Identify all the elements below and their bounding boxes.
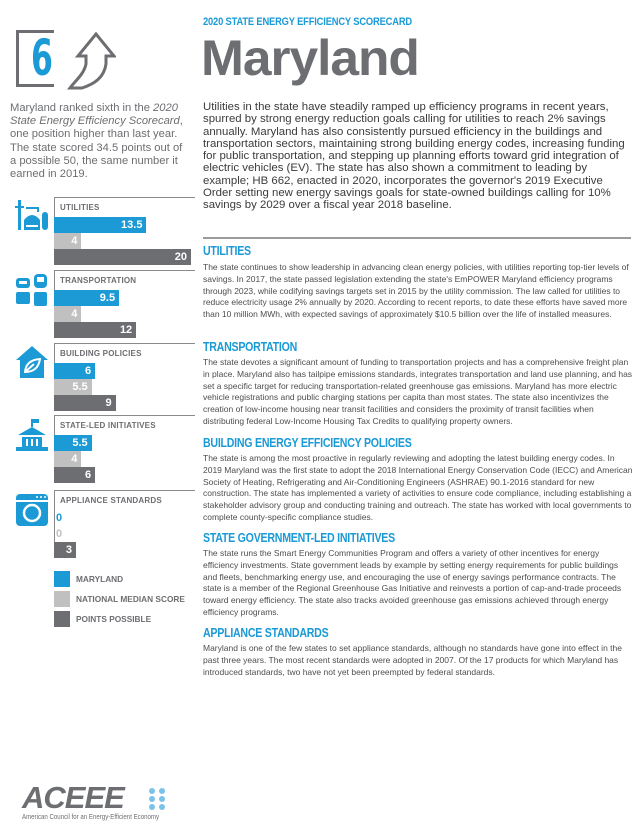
legend-label-median: NATIONAL MEDIAN SCORE	[76, 594, 185, 604]
summary-text: Maryland ranked sixth in the	[10, 102, 154, 114]
aceee-logo	[22, 780, 124, 815]
leaf-house-icon	[14, 344, 50, 380]
rank-number: 6	[31, 29, 53, 87]
category-label: UTILITIES	[60, 203, 100, 212]
page-title: Maryland	[201, 30, 419, 86]
section-heading-appliance: APPLIANCE STANDARDS	[203, 626, 329, 640]
category-label: TRANSPORTATION	[60, 276, 137, 285]
bar-maryland: 9.5	[54, 290, 119, 306]
intro-paragraph: Utilities in the state have steadily ramped up efficiency programs in recent years, spurred by strong energy reduction goals calling for utilities to reach 2% savings annually. Maryland has also consistently pursued efficiency in the buildings and transportation sectors, maintaining strong building energy codes, increasing funding for public transportation, and stepping up planning efforts toward grid integration of electric vehicles (EV). The state has also shown a commitment to leading by example; HB 662, enacted in 2020, incorporates the governor's 2019 Executive Order setting new energy savings goals for state-owned buildings calling for 10% savings by 2029 over a fiscal year 2018 baseline.	[203, 101, 625, 212]
divider	[203, 237, 631, 239]
legend-label-maryland: MARYLAND	[76, 574, 124, 584]
bar-maryland: 13.5	[54, 217, 146, 233]
legend-swatch-possible	[54, 611, 70, 627]
section-heading-transportation: TRANSPORTATION	[203, 340, 298, 354]
section-heading-building: BUILDING ENERGY EFFICIENCY POLICIES	[203, 436, 412, 450]
bar-maryland: 5.5	[54, 435, 92, 451]
category-label: STATE-LED INITIATIVES	[60, 421, 156, 430]
legend-label-possible: POINTS POSSIBLE	[76, 614, 152, 624]
bar-possible: 6	[54, 467, 95, 483]
washing-machine-icon	[14, 492, 50, 528]
vehicles-icon	[14, 272, 50, 308]
section-heading-utilities: UTILITIES	[203, 244, 251, 258]
summary-text-cont: , one position higher than last year. The state scored 34.5 points out of a possible 50, the same number it earned in 2019.	[10, 115, 183, 181]
section-body-building: The state is among the most proactive in regularly reviewing and adopting the latest building energy codes. In 2019 Maryland was the first state to adopt the 2018 International Energy Conservation Code (IECC) and American Society of Heating, Refrigerating and Air-Conditioning Engineers (ASHRAE) 90.1-2016 standard for new construction. The state has implemented a variety of activities to ensure code compliance, including establishing a stakeholder advisory group and conducting training and outreach. The state has worked with local governments to complete county-specific compliance studies.	[203, 453, 633, 522]
section-body-utilities: The state continues to show leadership in advancing clean energy policies, with utilities reporting top-tier levels of savings. In 2017, the state passed legislation extending the state's EmPOWER Maryland efficiency programs through 2023, while codifying savings targets set in 2015 by the utility commission. The law called for utilities to reduce electricity usage 2% annually by 2020. According to recent reports, to date these efforts have saved more than 10 million MWh, with expected savings of approximately $10.5 billion over the life of installed measures.	[203, 262, 629, 320]
summary-publication: 2020 State Energy Efficiency Scorecard	[10, 102, 180, 128]
logo-dots-icon	[148, 787, 168, 811]
legend-swatch-maryland	[54, 571, 70, 587]
bar-median: 4	[54, 306, 81, 322]
section-heading-state-led: STATE GOVERNMENT-LED INITIATIVES	[203, 531, 395, 545]
bar-maryland: 0	[56, 512, 63, 524]
section-body-appliance: Maryland is one of the few states to set appliance standards, although no standards have gone into effect in the past three years. The most recent standards were adopted in 2007. Of the 17 products for which Maryland has introduced standards, two have not yet been preempted by federal standards.	[203, 643, 622, 677]
bar-median: 0	[56, 528, 63, 540]
bar-possible: 12	[54, 322, 136, 338]
report-kicker: 2020 STATE ENERGY EFFICIENCY SCORECARD	[203, 16, 412, 28]
capitol-building-icon	[14, 417, 50, 453]
bar-maryland: 6	[54, 363, 95, 379]
category-label: APPLIANCE STANDARDS	[60, 496, 162, 505]
category-label: BUILDING POLICIES	[60, 349, 142, 358]
arrow-up-icon	[66, 30, 116, 90]
legend-swatch-median	[54, 591, 70, 607]
utility-plant-icon	[14, 198, 50, 234]
section-body-transportation: The state devotes a significant amount of funding to transportation projects and has a comprehensive freight plan in place. Maryland also has tailpipe emissions standards, integrates transportation and land use planning, and has set a specific target for reducing transportation-related greenhouse gas emissions. Maryland has more electric vehicle registrations and public charging stations per capita than most states. The state also incentivizes the creation of low-income housing near transit facilities and considers the proximity of transit facilities when distributing federal Low-Income Housing Tax Credits to qualifying property owners.	[203, 357, 633, 426]
bar-median: 4	[54, 233, 81, 249]
bar-median: 4	[54, 451, 81, 467]
bar-possible: 9	[54, 395, 116, 411]
logo-wordmark: ACEEE	[22, 780, 124, 815]
bar-possible: 3	[54, 542, 76, 558]
rank-summary	[10, 102, 190, 181]
bar-median: 5.5	[54, 379, 92, 395]
bar-possible: 20	[54, 249, 191, 265]
logo-subtitle: American Council for an Energy-Efficient Economy	[22, 812, 160, 821]
section-body-state-led: The state runs the Smart Energy Communities Program and offers a variety of other incentives for energy efficiency investments. State government leads by example by setting energy requirements for public buildings and fleets, benchmarking energy use, and encouraging the use of energy savings performance contracts. The state is a member of the Regional Greenhouse Gas Initiative and reinvests a portion of cap-and-trade proceeds toward energy efficiency. The state also tracks avoided greenhouse gas emissions achieved through energy efficiency programs.	[203, 548, 622, 617]
